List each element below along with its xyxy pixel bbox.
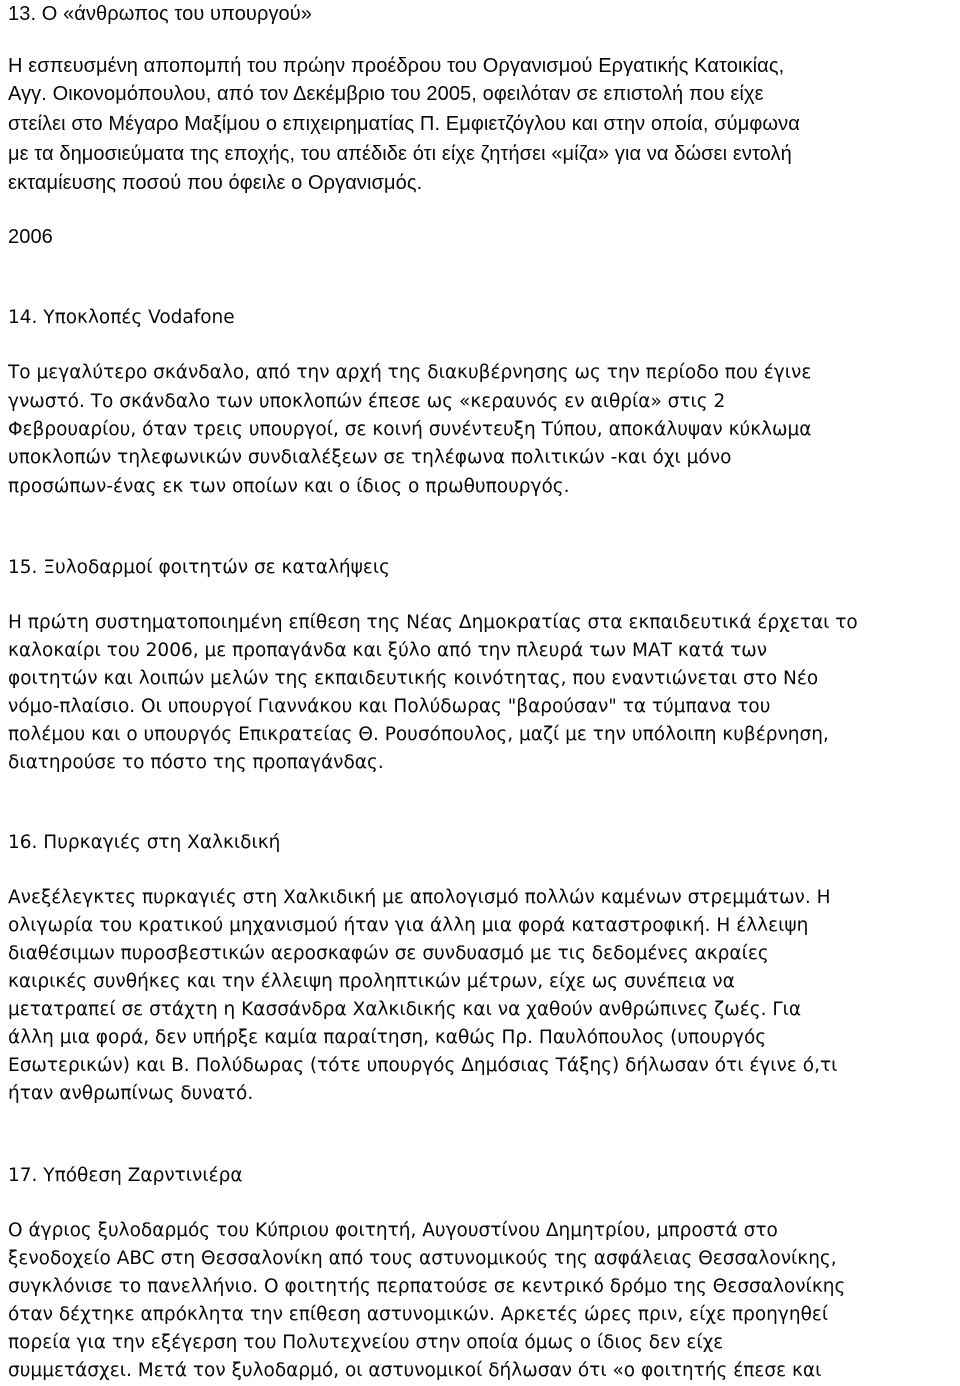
- section-15-line-2: καλοκαίρι του 2006, με προπαγάνδα και ξύλο από την πλευρά των ΜΑΤ κατά των: [8, 640, 768, 661]
- section-13-heading: 13. Ο «άνθρωπος του υπουργού»: [8, 3, 313, 25]
- section-16-line-3: διαθέσιμων πυροσβεστικών αεροσκαφών σε συνδυασμό με τις δεδομένες ακραίες: [8, 943, 769, 964]
- section-14-line-2: γνωστό. Το σκάνδαλο των υποκλοπών έπεσε ως «κεραυνός εν αιθρία» στις 2: [8, 391, 726, 412]
- section-16-line-6: άλλη μια φορά, δεν υπήρξε καμία παραίτηση, καθώς Πρ. Παυλόπουλος (υπουργός: [8, 1027, 767, 1048]
- section-15-line-6: διατηρούσε το πόστο της προπαγάνδας.: [8, 752, 384, 773]
- section-16-line-4: καιρικές συνθήκες και την έλλειψη προληπτικών μέτρων, είχε ως συνέπεια να: [8, 971, 735, 992]
- section-16-line-5: μετατραπεί σε στάχτη η Κασσάνδρα Χαλκιδικής και να χαθούν ανθρώπινες ζωές. Για: [8, 999, 802, 1020]
- section-15-line-1: Η πρώτη συστηματοποιημένη επίθεση της Νέας Δημοκρατίας στα εκπαιδευτικά έρχεται το: [8, 612, 858, 633]
- section-17-line-1: Ο άγριος ξυλοδαρμός του Κύπριου φοιτητή, Αυγουστίνου Δημητρίου, μπροστά στο: [8, 1220, 778, 1241]
- section-17-heading: 17. Υπόθεση Ζαρντινιέρα: [8, 1165, 243, 1186]
- section-16-line-7: Εσωτερικών) και Β. Πολύδωρας (τότε υπουργός Δημόσιας Τάξης) δήλωσαν ότι έγινε ό,τι: [8, 1055, 838, 1076]
- section-13-line-3: στείλει στο Μέγαρο Μαξίμου ο επιχειρηματίας Π. Εμφιετζόγλου και στην οποία, σύμφωνα: [8, 113, 800, 135]
- section-17-line-5: πορεία για την εξέγερση του Πολυτεχνείου στην οποία όμως ο ίδιος δεν είχε: [8, 1332, 724, 1353]
- section-17-line-2: ξενοδοχείο ABC στη Θεσσαλονίκη από τους αστυνομικούς της ασφάλειας Θεσσαλονίκης,: [8, 1248, 837, 1269]
- section-14-line-3: Φεβρουαρίου, όταν τρεις υπουργοί, σε κοινή συνέντευξη Τύπου, αποκάλυψαν κύκλωμα: [8, 419, 812, 440]
- year-heading: 2006: [8, 226, 53, 248]
- section-15-heading: 15. Ξυλοδαρμοί φοιτητών σε καταλήψεις: [8, 557, 390, 578]
- section-16-line-8: ήταν ανθρωπίνως δυνατό.: [8, 1083, 254, 1104]
- section-14-heading: 14. Υποκλοπές Vodafone: [8, 307, 235, 328]
- section-13-line-1: Η εσπευσμένη αποπομπή του πρώην προέδρου του Οργανισμού Εργατικής Κατοικίας,: [8, 55, 785, 77]
- section-17-line-6: συμμετάσχει. Μετά τον ξυλοδαρμό, οι αστυνομικοί δήλωσαν ότι «ο φοιτητής έπεσε και: [8, 1360, 822, 1381]
- section-16-line-1: Ανεξέλεγκτες πυρκαγιές στη Χαλκιδική με απολογισμό πολλών καμένων στρεμμάτων. Η: [8, 887, 831, 908]
- section-15-line-4: νόμο-πλαίσιο. Οι υπουργοί Γιαννάκου και Πολύδωρας "βαρούσαν" τα τύμπανα του: [8, 696, 771, 717]
- section-16-heading: 16. Πυρκαγιές στη Χαλκιδική: [8, 832, 281, 853]
- section-13-line-5: εκταμίευσης ποσού που όφειλε ο Οργανισμός.: [8, 172, 423, 194]
- section-13-line-2: Αγγ. Οικονομόπουλου, από τον Δεκέμβριο του 2005, οφειλόταν σε επιστολή που είχε: [8, 83, 764, 105]
- section-15-line-5: πολέμου και ο υπουργός Επικρατείας Θ. Ρουσόπουλος, μαζί με την υπόλοιπη κυβέρνηση,: [8, 724, 829, 745]
- section-17-line-4: όταν δέχτηκε απρόκλητα την επίθεση αστυνομικών. Αρκετές ώρες πριν, είχε προηγηθεί: [8, 1304, 829, 1325]
- section-14-line-5: προσώπων-ένας εκ των οποίων και ο ίδιος ο πρωθυπουργός.: [8, 476, 570, 497]
- section-13-line-4: με τα δημοσιεύματα της εποχής, του απέδιδε ότι είχε ζητήσει «μίζα» για να δώσει εντολή: [8, 143, 792, 165]
- section-15-line-3: φοιτητών και λοιπών μελών της εκπαιδευτικής κοινότητας, που εναντιώνεται στο Νέο: [8, 668, 819, 689]
- section-14-line-4: υποκλοπών τηλεφωνικών συνδιαλέξεων σε τηλέφωνα πολιτικών -και όχι μόνο: [8, 447, 732, 468]
- section-16-line-2: ολιγωρία του κρατικού μηχανισμού ήταν για άλλη μια φορά καταστροφική. Η έλλειψη: [8, 915, 809, 936]
- section-14-line-1: Το μεγαλύτερο σκάνδαλο, από την αρχή της διακυβέρνησης ως την περίοδο που έγινε: [8, 362, 812, 383]
- section-17-line-3: συγκλόνισε το πανελλήνιο. Ο φοιτητής περπατούσε σε κεντρικό δρόμο της Θεσσαλονίκης: [8, 1276, 846, 1297]
